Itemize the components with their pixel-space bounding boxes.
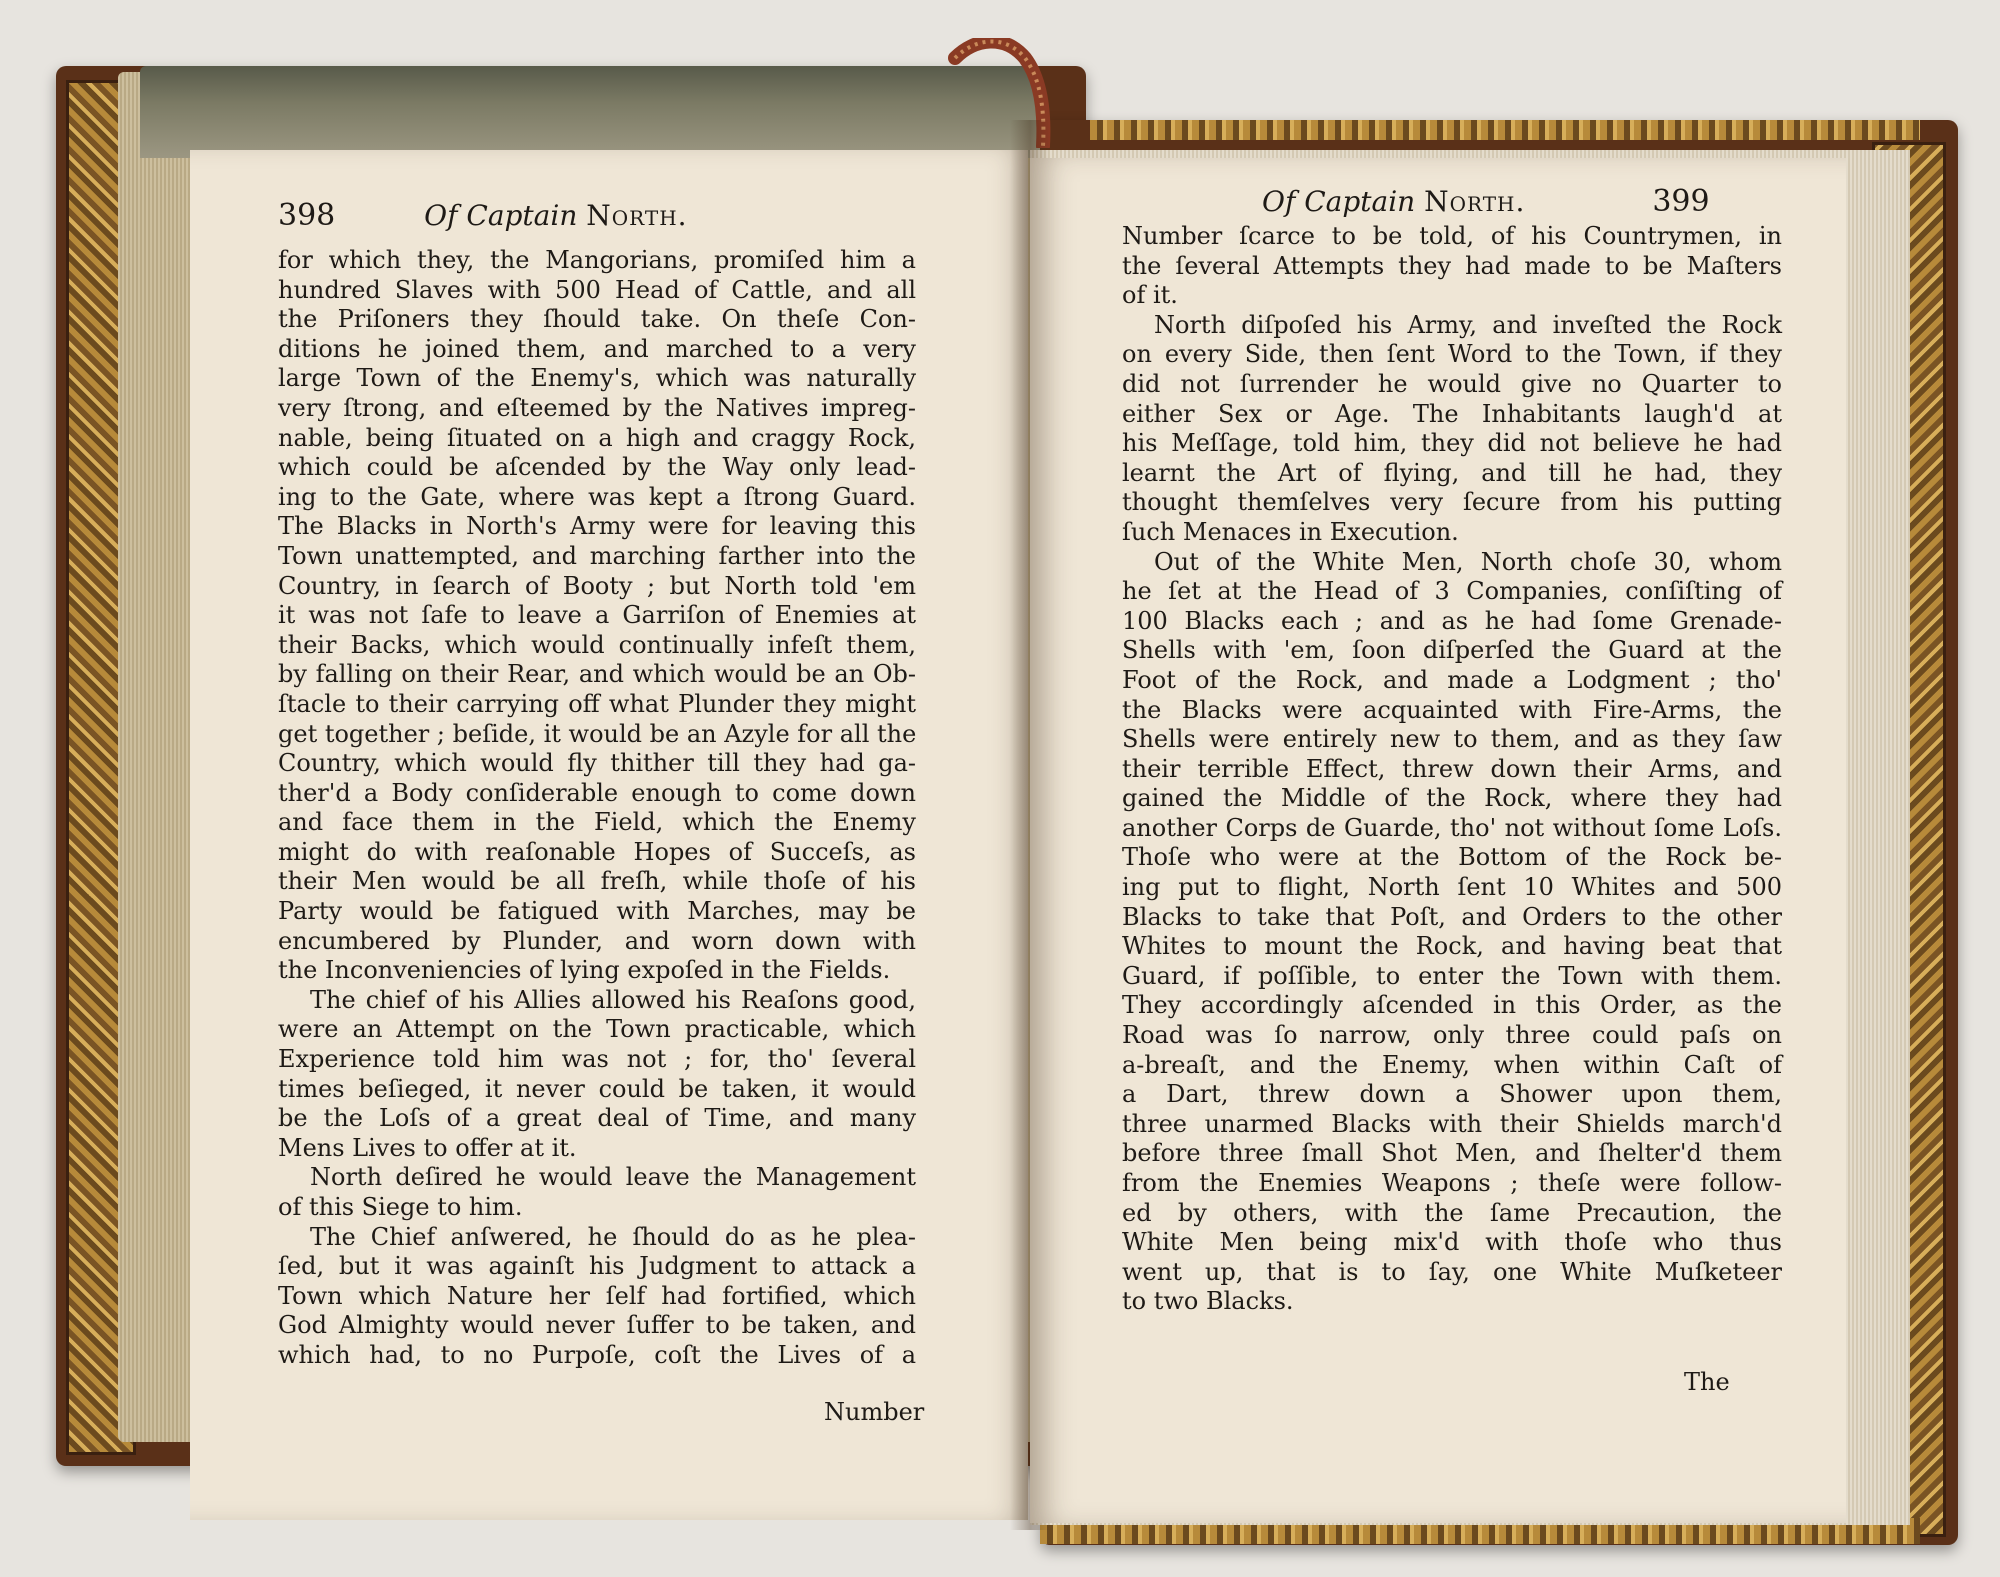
text-line: ther'd a Body conſiderable enough to come down (278, 778, 916, 807)
left-page-number: 398 (278, 198, 336, 233)
text-line: before three ſmall Shot Men, and ſhelter'd them (1122, 1139, 1782, 1168)
text-line: Guard, if poſſible, to enter the Town with them. (1122, 961, 1782, 990)
text-line: learnt the Art of flying, and till he had, they (1122, 458, 1782, 487)
text-line: a Dart, threw down a Shower upon them, (1122, 1080, 1782, 1109)
text-line: another Corps de Guarde, tho' not without ſome Loſs. (1122, 813, 1782, 842)
left-page-header (278, 198, 688, 233)
text-line: the Blacks were acquainted with Fire-Arms, the (1122, 695, 1782, 724)
right-page-text (1122, 222, 1782, 1317)
text-line: They accordingly aſcended in this Order, as the (1122, 991, 1782, 1020)
right-running-title-prefix: Of Captain (1262, 185, 1416, 218)
right-running-title (1262, 185, 1534, 218)
text-line: the ſeveral Attempts they had made to be Maſters (1122, 251, 1782, 280)
text-line: be the Loſs of a great deal of Time, and many (278, 1104, 916, 1133)
left-catchword: Number (824, 1398, 925, 1426)
text-line: to two Blacks. (1122, 1287, 1294, 1316)
text-line: North diſpoſed his Army, and inveſted the Rock (1154, 310, 1782, 339)
text-line: Number ſcarce to be told, of his Countrymen, in (1122, 222, 1782, 250)
text-line: Town unattempted, and marching farther into the (278, 541, 916, 570)
text-line: their Men would be all freſh, while thoſe of his (278, 867, 916, 896)
text-line: their terrible Effect, threw down their Arms, and (1122, 754, 1782, 783)
text-line: Shells were entirely new to them, and as they ſaw (1122, 725, 1782, 754)
text-line: White Men being mix'd with thoſe who thus (1122, 1228, 1782, 1257)
text-line: Experience told him was not ; for, tho' ſeveral (278, 1045, 916, 1074)
text-line: hundred Slaves with 500 Head of Cattle, and all (278, 275, 916, 304)
text-line: might do with reaſonable Hopes of Succeſs, as (278, 837, 916, 866)
gilt-border-right-top (1090, 120, 1920, 140)
text-line: The chief of his Allies allowed his Reaſons good, (310, 985, 916, 1014)
left-running-title-prefix: Of Captain (424, 199, 578, 232)
text-line: very ſtrong, and eſteemed by the Natives impreg- (278, 393, 916, 422)
text-line: Shells with 'em, ſoon diſperſed the Guard at the (1122, 636, 1782, 665)
page-top-edge (140, 66, 1040, 158)
text-line: Whites to mount the Rock, and having beat that (1122, 932, 1782, 961)
text-line: did not ſurrender he would give no Quarter to (1122, 369, 1782, 398)
text-line: which could be aſcended by the Way only lead- (278, 453, 916, 482)
right-page-number: 399 (1652, 184, 1710, 219)
text-line: Out of the White Men, North choſe 30, whom (1154, 547, 1782, 576)
text-line: he ſet at the Head of 3 Companies, conſiſting of (1122, 577, 1782, 606)
left-running-title-name: North. (586, 199, 688, 232)
text-line: get together ; beſide, it would be an Azyle for all the (278, 719, 917, 748)
text-line: ſed, but it was againſt his Judgment to attack a (278, 1252, 916, 1281)
text-line: from the Enemies Weapons ; theſe were follow- (1122, 1169, 1782, 1197)
text-line: ed by others, with the ſame Precaution, the (1122, 1198, 1782, 1227)
text-line: their Backs, which would continually infeſt them, (278, 630, 916, 659)
text-line: were an Attempt on the Town practicable, which (278, 1015, 916, 1044)
text-line: for which they, the Mangorians, promiſed him a (278, 246, 916, 274)
text-line: encumbered by Plunder, and worn down with (278, 926, 916, 955)
text-line: a-breaſt, and the Enemy, when within Caſt of (1122, 1050, 1782, 1079)
text-line: nable, being ſituated on a high and craggy Rock, (278, 423, 916, 452)
text-line: which had, to no Purpoſe, coſt the Lives of a (278, 1340, 916, 1369)
text-line: Country, which would fly thither till they had ga- (278, 749, 916, 778)
text-line: The Blacks in North's Army were for leaving this (278, 512, 916, 541)
text-line: times beſieged, it never could be taken, it would (278, 1074, 916, 1103)
left-page-text (278, 246, 916, 1371)
text-line: ditions he joined them, and marched to a very (278, 334, 916, 363)
left-running-title (424, 199, 687, 232)
text-line: of this Siege to him. (278, 1193, 523, 1221)
text-line: gained the Middle of the Rock, where they had (1122, 784, 1782, 813)
right-catchword: The (1684, 1368, 1730, 1396)
text-line: it was not ſafe to leave a Garriſon of Enemies at (278, 601, 916, 630)
text-line: of it. (1122, 281, 1178, 310)
text-line: Mens Lives to offer at it. (278, 1133, 577, 1162)
text-line: went up, that is to ſay, one White Muſketeer (1122, 1257, 1782, 1286)
text-line: Foot of the Rock, and made a Lodgment ; tho' (1122, 665, 1782, 694)
text-line: Thoſe who were at the Bottom of the Rock be- (1122, 843, 1782, 872)
text-line: by falling on their Rear, and which would be an Ob- (278, 660, 916, 689)
text-line: either Sex or Age. The Inhabitants laugh'd at (1122, 399, 1782, 428)
text-line: the Priſoners they ſhould take. On theſe Con- (278, 305, 916, 334)
text-line: The Chief anſwered, he ſhould do as he plea- (310, 1222, 916, 1251)
text-line: North deſired he would leave the Management (310, 1163, 916, 1192)
text-line: three unarmed Blacks with their Shields march'd (1122, 1109, 1782, 1138)
right-page (1030, 158, 1846, 1523)
text-line: on every Side, then ſent Word to the Town, if they (1122, 340, 1782, 369)
text-line: Road was ſo narrow, only three could paſs on (1122, 1021, 1782, 1050)
text-line: his Meſſage, told him, they did not believe he had (1122, 429, 1782, 458)
text-line: Party would be fatigued with Marches, may be (278, 897, 916, 926)
text-line: thought themſelves very ſecure from his putting (1122, 488, 1782, 517)
text-line: ing put to flight, North ſent 10 Whites and 500 (1122, 873, 1782, 902)
text-line: large Town of the Enemy's, which was naturally (278, 364, 916, 393)
text-line: ing to the Gate, where was kept a ſtrong Guard. (278, 482, 916, 511)
text-line: Town which Nature her ſelf had fortified, which (278, 1281, 916, 1310)
text-line: ſtacle to their carrying off what Plunder they might (278, 689, 916, 718)
text-line: Country, in ſearch of Booty ; but North told 'em (278, 571, 916, 600)
text-line: the Inconveniencies of lying expoſed in the Fields. (278, 956, 891, 985)
text-line: ſuch Menaces in Execution. (1122, 517, 1459, 546)
text-line: Blacks to take that Poſt, and Orders to the other (1122, 902, 1782, 931)
text-line: 100 Blacks each ; and as he had ſome Grenade- (1122, 606, 1782, 635)
text-line: God Almighty would never ſuffer to be taken, and (278, 1311, 916, 1340)
right-running-title-name: North. (1424, 185, 1526, 218)
right-page-header (1262, 184, 1710, 219)
left-page (190, 150, 1028, 1520)
text-line: and face them in the Field, which the Enemy (278, 808, 916, 837)
